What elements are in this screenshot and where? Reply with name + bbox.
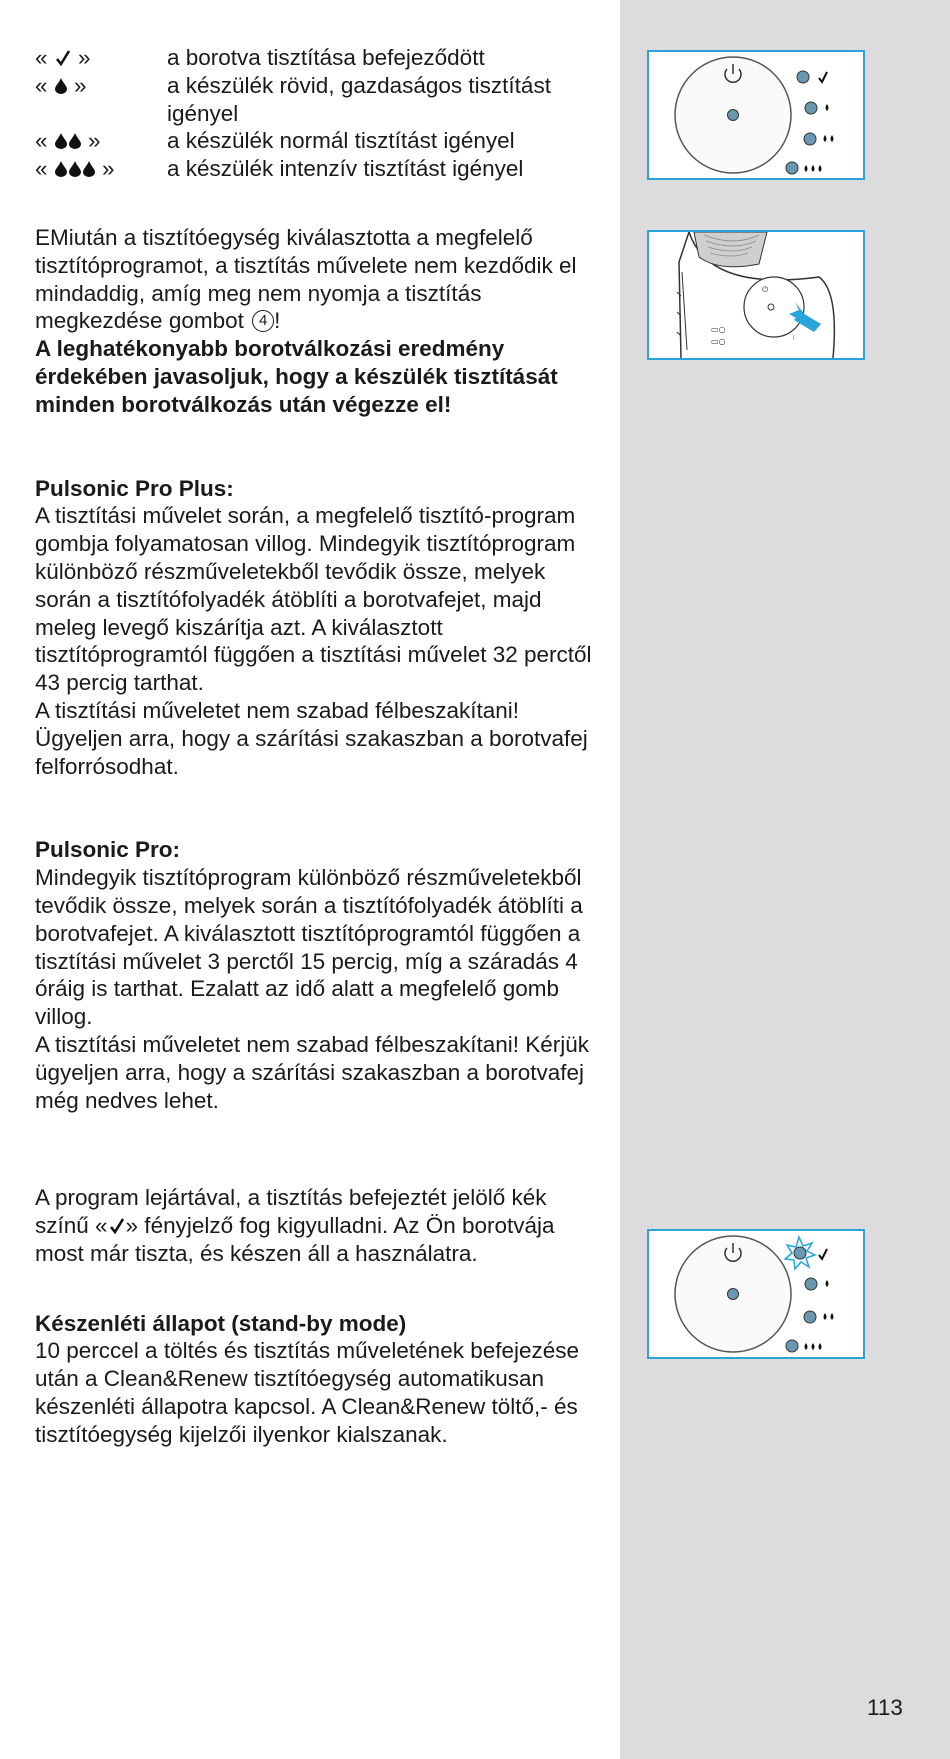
quote-close: » [74, 72, 87, 98]
quote-open: « [35, 72, 48, 98]
svg-text:▭○: ▭○ [711, 337, 726, 346]
check-icon [108, 1217, 126, 1235]
start-button-illustration [649, 232, 863, 358]
intro-text: EMiután a tisztítóegység kiválasztotta a megfelelő tisztítóprogramot, a tisztítás művelete nem kezdődik el mindaddig, amíg meg nem nyomja a tisztítás megkezdése gombot [35, 224, 577, 334]
standby-body: 10 perccel a töltés és tisztítás műveletének befejezése után a Clean&Renew tisztítóegység automatikusan készenléti állapotra kapcsol. A Clean&Renew töltő,- és tisztítóegység kijelzői ilyenkor kialszanak. [35, 1338, 580, 1447]
check-icon [54, 49, 72, 67]
svg-text:▭○: ▭○ [711, 325, 726, 334]
quote-open: « [35, 156, 48, 182]
pro-body: Mindegyik tisztítóprogram különböző részműveletekből tevődik össze, melyek során a tisztítófolyadék átöblíti a borotvafejet. A kiválasztott tisztítóprogramtól függően a tisztítási művelet 3 perctől 15 percig, míg a száradás 4 óráig is tarthat. Ezalatt az idő alatt a megfelelő gomb villog. [35, 865, 583, 1030]
legend-description: a készülék normál tisztítást igényel [167, 128, 515, 154]
quote-close: » [88, 128, 101, 154]
legend-symbol [35, 127, 167, 155]
drop-icon [55, 133, 67, 149]
legend-symbol [35, 44, 167, 72]
control-panel-figure [647, 50, 865, 180]
drop-icon [55, 161, 67, 177]
pro-plus-warning: A tisztítási műveletet nem szabad félbeszakítani! Ügyeljen arra, hogy a szárítási szakaszban a borotvafej felforrósodhat. [35, 697, 588, 779]
legend-row [35, 155, 595, 183]
button-4-reference: 4 [252, 310, 274, 332]
quote-close: » [102, 156, 115, 182]
pro-plus-body: A tisztítási művelet során, a megfelelő tisztító-program gombja folyamatosan villog. Mindegyik tisztítóprogram különböző részműveletekből tevődik össze, melyek során a tisztítófolyadék átöblíti a borotvafejet, majd meleg levegő kiszárítja azt. A kiválasztott tisztítóprogramtól függően a tisztítási művelet 32 perctől 43 percig tarthat. [35, 503, 592, 696]
intro-text-end: ! [274, 308, 281, 334]
quote-open: « [35, 128, 48, 154]
legend-row [35, 44, 595, 72]
drop-icon [69, 161, 81, 177]
drop-icon [55, 78, 67, 94]
legend-description: a borotva tisztítása befejeződött [167, 45, 485, 70]
intro-paragraph [35, 224, 595, 335]
finished-text-before: A program lejártával, a tisztítás befejeztét jelölő kék színű « [35, 1185, 547, 1239]
control-panel-illustration [649, 52, 863, 178]
quote-open: « [35, 45, 48, 70]
pro-warning: A tisztítási műveletet nem szabad félbeszakítani! Kérjük ügyeljen arra, hogy a szárítási szakaszban a borotvafej még nedves lehet. [35, 1031, 590, 1113]
indicator-legend [35, 44, 595, 183]
svg-text:⏻: ⏻ [762, 285, 769, 294]
page-number: 113 [867, 1695, 903, 1720]
svg-text:⦚: ⦚ [793, 334, 795, 342]
intro-recommendation: A leghatékonyabb borotválkozási eredmény érdekében javasoljuk, hogy a készülék tisztítását minden borotválkozás után végezze el! [35, 336, 558, 417]
drop-icon [69, 133, 81, 149]
legend-row [35, 127, 595, 155]
start-button-figure [647, 230, 865, 360]
pro-plus-heading: Pulsonic Pro Plus: [35, 475, 234, 501]
legend-symbol [35, 72, 167, 128]
legend-row [35, 72, 595, 128]
finished-indicator-figure [647, 1229, 865, 1359]
main-text [35, 44, 595, 1449]
finished-paragraph [35, 1184, 595, 1267]
legend-description: a készülék intenzív tisztítást igényel [167, 156, 524, 182]
legend-description: a készülék rövid, gazdaságos tisztítást igényel [167, 72, 551, 126]
quote-close: » [78, 45, 91, 70]
finished-indicator-illustration [649, 1231, 863, 1357]
finished-text-after: » fényjelző fog kigyulladni. Az Ön borotvája most már tiszta, és készen áll a használatra. [35, 1213, 555, 1266]
drop-icon [83, 161, 95, 177]
standby-heading: Készenléti állapot (stand-by mode) [35, 1310, 407, 1336]
legend-symbol [35, 155, 167, 183]
pro-heading: Pulsonic Pro: [35, 837, 181, 863]
